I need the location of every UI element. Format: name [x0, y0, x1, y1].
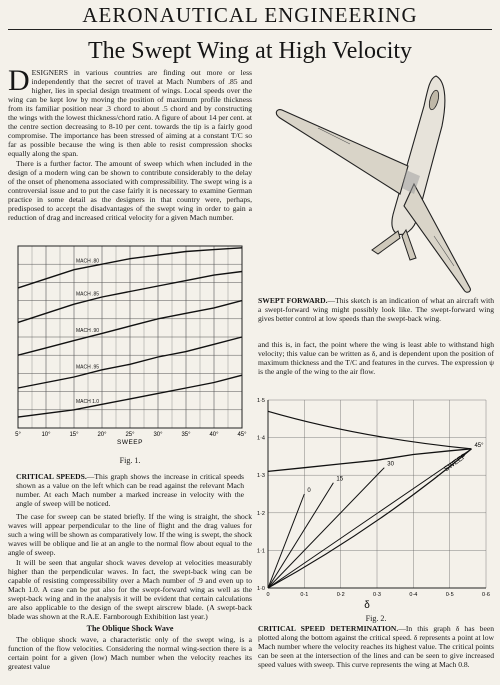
- y-tick-label: 1·4: [257, 435, 265, 442]
- x-tick-label: 15°: [69, 432, 79, 438]
- section-title: AERONAUTICAL ENGINEERING: [82, 3, 418, 27]
- oblique-paragraph: The oblique shock wave, a characteristic only of the swept wing, is a function of the flow velocities. Considering the normal wing-section there is a certain point for a given (low) Mach number when the velocity reaches its greatest value: [8, 635, 252, 671]
- oblique-subheading: The Oblique Shock Wave: [86, 624, 174, 633]
- series-label: MACH .90: [76, 328, 100, 335]
- x-tick-label: 25°: [125, 432, 135, 438]
- angular-paragraph: It will be seen that angular shock waves develop at velocities measurably higher than the perpendicular waves. In fact, the swept-back wing can be capable of resisting compressibility over a Mach number of .9 and even up to Mach 1.0. A case can be put also for the swept-forward wing as well as the swept-back wing and in the analysis it will be evident that certain calculations are also applicable to the design of the swept airscrew blade. (A swept-back blade was shown at the R.A.E. Farnborough Exhibition last year.): [8, 558, 252, 621]
- fig1-label: Fig. 1.: [119, 456, 141, 465]
- aircraft-sketch: [258, 66, 494, 294]
- x-axis-label: δ: [364, 600, 370, 610]
- x-tick-label: 35°: [181, 432, 191, 438]
- fig2-caption: [258, 624, 494, 669]
- intro-paragraph-1: ESIGNERS in various countries are finding out more or less independently that the secret of travel at Mach Numbers of .85 and higher, lies in special design treatment of wings. Local speeds over the wing can be kept low by moving the position of maximum profile thickness from its familiar position near .3 chord to about .5 chord and by constructing the wings with the lowest thickness/chord ratio. A figure of about 14 per cent. at the centre section decreasing to 8-10 per cent. towards the tip is a fairly good compromise. The importance has been stressed of aiming at a constant T/C so far as possible because the wing is then able to resist compression shocks equally along the span.: [8, 68, 252, 158]
- fig1-caption-text: —This graph shows the increase in critical speeds shown as a value on the left which can be read against the relevant Mach number. At each Mach number a marked increase in velocity with the angle of sweep will be noticed.: [16, 472, 244, 508]
- y-tick-label: 1·3: [257, 473, 265, 480]
- sweep-angle-label: 15: [336, 476, 344, 483]
- sweep-curve: [268, 449, 472, 472]
- x-tick-label: 0·4: [409, 592, 418, 598]
- fig2-label: Fig. 2.: [365, 614, 387, 623]
- sketch-caption-title: SWEPT FORWARD.: [258, 296, 328, 305]
- sweep-angle-label: 30: [387, 461, 394, 468]
- x-tick-label: 0·5: [445, 592, 454, 598]
- sweep-angle-line: [268, 449, 471, 588]
- series-label: MACH .80: [76, 258, 100, 265]
- fig2-caption-text: —In this graph δ has been plotted along the bottom against the critical speed. δ represents a point at low Mach number where the velocity reaches its highest value. The critical points can be seen at the intersection of the lines and can be seen to give increased speed values with sweep. This curve represents the wing at Mach 0.8.: [258, 624, 494, 669]
- y-tick-label: 1·0: [257, 586, 265, 592]
- x-tick-label: 45°: [237, 432, 247, 438]
- fig1-caption-title: CRITICAL SPEEDS.: [16, 472, 87, 481]
- intro-text: [8, 64, 252, 223]
- fig2-caption-title: CRITICAL SPEED DETERMINATION.: [258, 624, 399, 633]
- sweep-angle-label: 45°: [474, 442, 484, 449]
- y-tick-label: 1·2: [257, 510, 265, 517]
- sketch-caption: [258, 296, 494, 323]
- x-tick-label: 0·6: [482, 592, 490, 598]
- right-paragraph-text: and this is, in fact, the point where the wing is least able to withstand high velocity; this value can be written as δ, and is dependent upon the position of maximum thickness and the T/C and features in the curves. The expression ψ is the angle of the wing to the air flow.: [258, 340, 494, 376]
- x-tick-label: 20°: [97, 432, 107, 438]
- series-label: MACH .85: [76, 291, 100, 298]
- drop-cap: D: [8, 64, 30, 97]
- series-label: MACH .95: [76, 364, 100, 371]
- page-header: [8, 0, 492, 30]
- intro-paragraph-2: There is a further factor. The amount of sweep which when included in the design of a modern wing can be shown to contribute considerably to the delay of the onset of phenomena associated with compressibility. The swept wing is a controversial issue and to put the case fairly it is necessary to examine German practice in some detail as the designers in that country were, perhaps, predisposed to accept the disadvantages of the swept wing in order to gain a reduction of drag and increased critical velocity for a given Mach number.: [8, 159, 252, 222]
- critical-speed-determination-chart: [250, 392, 498, 610]
- critical-speeds-chart: [6, 240, 250, 452]
- lower-left-text: [8, 512, 252, 672]
- series-label: MACH 1.0: [76, 398, 100, 405]
- y-tick-label: 1·5: [257, 398, 265, 404]
- sweep-angle-line: [268, 483, 333, 588]
- x-tick-label: 0·2: [336, 592, 345, 598]
- x-tick-label: 40°: [209, 432, 219, 438]
- case-paragraph: The case for sweep can be stated briefly. If the wing is straight, the shock waves will appear perpendicular to the line of flight and the drag values for such a wing will be shown as comparatively low. If the wing is swept, the shock waves will be oblique and lie at an angle to the normal flow about equal to the angle of sweep.: [8, 512, 252, 557]
- x-tick-label: 10°: [41, 432, 51, 438]
- sweep-angle-line: [268, 494, 304, 588]
- x-axis-label: SWEEP: [117, 439, 143, 446]
- x-tick-label: 0·1: [300, 592, 309, 598]
- article-title: The Swept Wing at High Velocity: [87, 38, 413, 64]
- x-tick-label: 30°: [153, 432, 163, 438]
- x-tick-label: 0: [266, 592, 270, 598]
- sketch-caption-text: —This sketch is an indication of what an aircraft with a swept-forward wing might possibly look like. The swept-forward wing gives better control at low speeds than the swept-back wing.: [258, 296, 494, 323]
- fig1-caption: [16, 472, 244, 508]
- sweep-label: SWEEP: [443, 452, 468, 474]
- upper-curve: [268, 411, 471, 449]
- x-tick-label: 0·3: [373, 592, 381, 598]
- x-tick-label: 5°: [15, 432, 21, 438]
- y-tick-label: 1·1: [257, 548, 265, 555]
- right-paragraph: [258, 340, 494, 377]
- sweep-angle-label: 0: [307, 488, 311, 494]
